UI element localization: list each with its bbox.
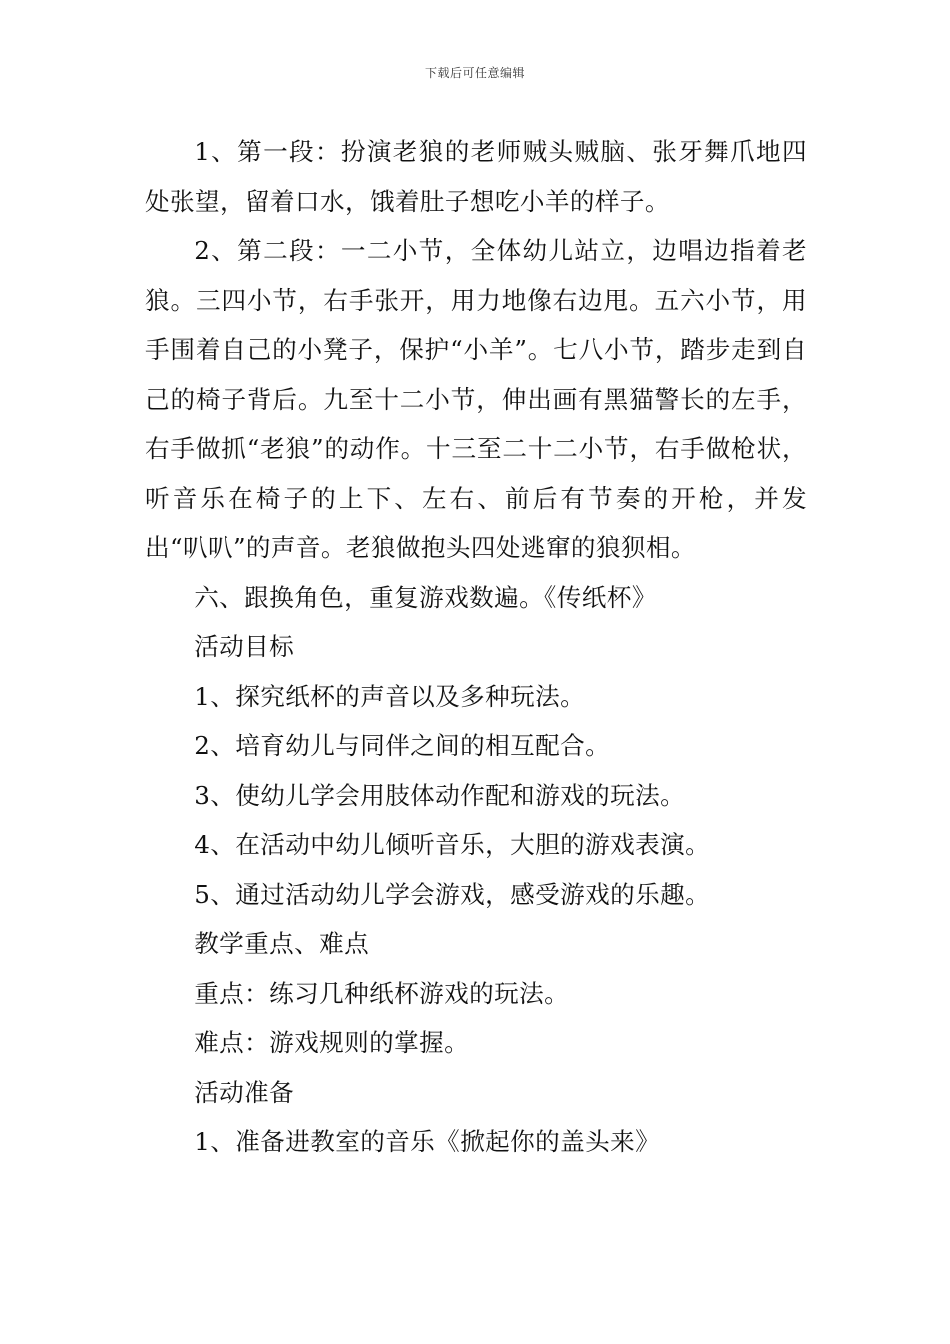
document-body: [145, 127, 807, 1167]
paragraph-segment-one: 1、第一段：扮演老狼的老师贼头贼脑、张牙舞爪地四处张望，留着口水，饿着肚子想吃小羊的样子。: [145, 137, 807, 216]
paragraph-role-switch: 六、跟换角色，重复游戏数遍。《传纸杯》: [194, 582, 657, 612]
goal-item-1: 1、探究纸杯的声音以及多种玩法。: [194, 681, 586, 711]
page-header-note: 下载后可任意编辑: [424, 66, 525, 80]
goal-item-3: 3、使幼儿学会用肢体动作配和游戏的玩法。: [194, 780, 686, 810]
key-point: 重点：练习几种纸杯游戏的玩法。: [194, 978, 570, 1008]
goal-item-2: 2、培育幼儿与同伴之间的相互配合。: [194, 731, 611, 760]
heading-activity-goals: 活动目标: [194, 632, 295, 661]
preparation-item-1: 1、准备进教室的音乐《掀起你的盖头来》: [194, 1127, 661, 1156]
paragraph-segment-two: 2、第二段：一二小节，全体幼儿站立，边唱边指着老狼。三四小节，右手张开，用力地像右边甩。五六小节，用手围着自己的小凳子，保护“小羊”。七八小节，踏步走到自己的椅子背后。九至十二小节，伸出画有黑猫警长的左手，右手做抓“老狼”的动作。十三至二十二小节，右手做枪状，听音乐在椅子的上下、左右、前后有节奏的开枪，并发出“叭叭”的声音。老狼做抱头四处逃窜的狼狈相。: [145, 236, 807, 562]
goal-item-4: 4、在活动中幼儿倾听音乐，大胆的游戏表演。: [194, 830, 711, 859]
difficult-point: 难点：游戏规则的掌握。: [194, 1028, 470, 1057]
heading-preparation: 活动准备: [194, 1077, 295, 1107]
heading-key-points: 教学重点、难点: [194, 929, 370, 958]
goal-item-5: 5、通过活动幼儿学会游戏，感受游戏的乐趣。: [194, 879, 711, 909]
